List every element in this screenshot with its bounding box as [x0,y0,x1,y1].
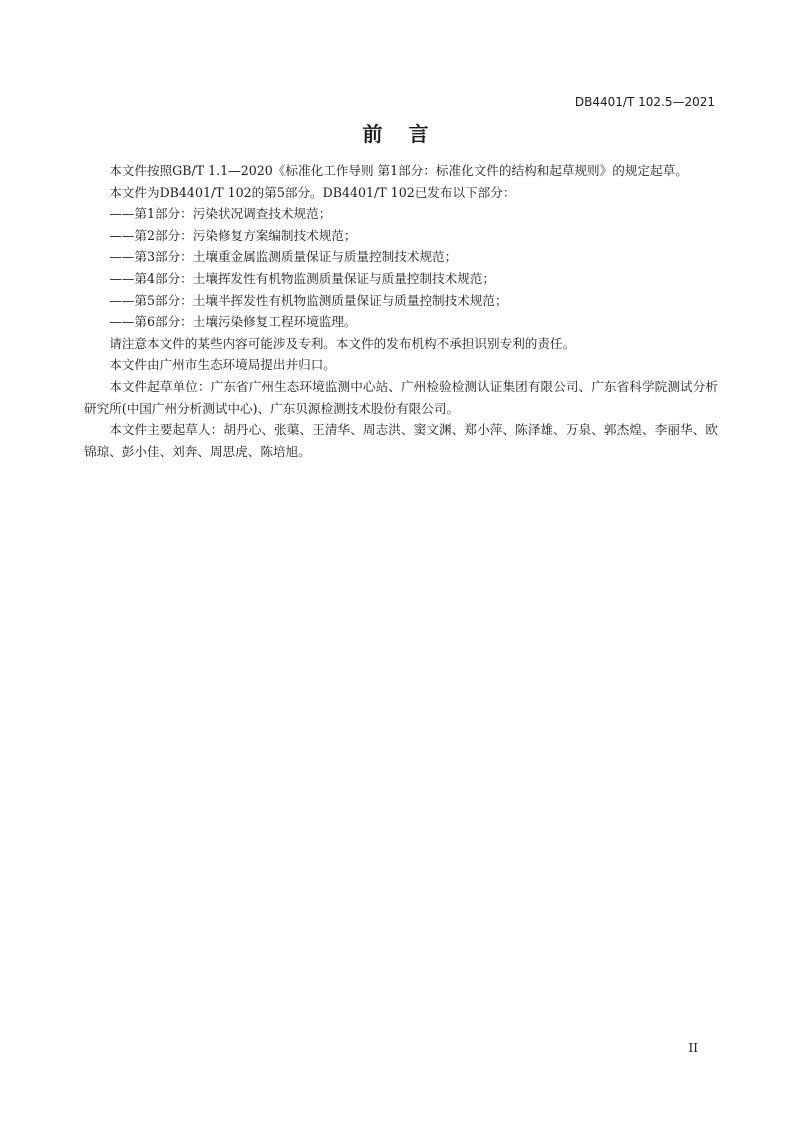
list-item-part-3: ——第3部分：土壤重金属监测质量保证与质量控制技术规范； [109,249,458,265]
page-number: II [688,1041,698,1055]
list-item-part-4: ——第4部分：土壤挥发性有机物监测质量保证与质量控制技术规范； [109,270,496,286]
list-item-part-5: ——第5部分：土壤半挥发性有机物监测质量保证与质量控制技术规范； [109,292,508,308]
page-title-first-char: 前 [362,122,385,146]
page-title-second-char: 言 [408,122,431,146]
page-title [0,118,793,147]
paragraph-proposer: 本文件由广州市生态环境局提出并归口。 [109,357,336,373]
document-code: DB4401/T 102.5—2021 [574,95,715,109]
list-item-part-2: ——第2部分：污染修复方案编制技术规范； [109,227,357,243]
paragraph-patent-notice: 请注意本文件的某些内容可能涉及专利。本文件的发布机构不承担识别专利的责任。 [109,335,576,351]
list-item-part-1: ——第1部分：污染状况调查技术规范； [109,206,332,222]
foreword-body [84,160,718,462]
paragraph-drafting-rules: 本文件按照GB/T 1.1—2020《标准化工作导则 第1部分：标准化文件的结构和起草规则》的规定起草。 [109,163,688,178]
paragraph-drafting-units: 本文件起草单位：广东省广州生态环境监测中心站、广州检验检测认证集团有限公司、广东省科学院测试分析研究所(中国广州分析测试中心)、广东贝源检测技术股份有限公司。 [84,378,718,416]
paragraph-part-intro: 本文件为DB4401/T 102的第5部分。DB4401/T 102已发布以下部分： [109,184,516,200]
paragraph-drafters: 本文件主要起草人：胡丹心、张蕖、王清华、周志洪、窦文渊、郑小萍、陈泽雄、万泉、郭杰煌、李丽华、欧锦琼、彭小佳、刘奔、周思虎、陈培旭。 [84,422,718,459]
list-item-part-6: ——第6部分：土壤污染修复工程环境监理。 [109,314,357,330]
